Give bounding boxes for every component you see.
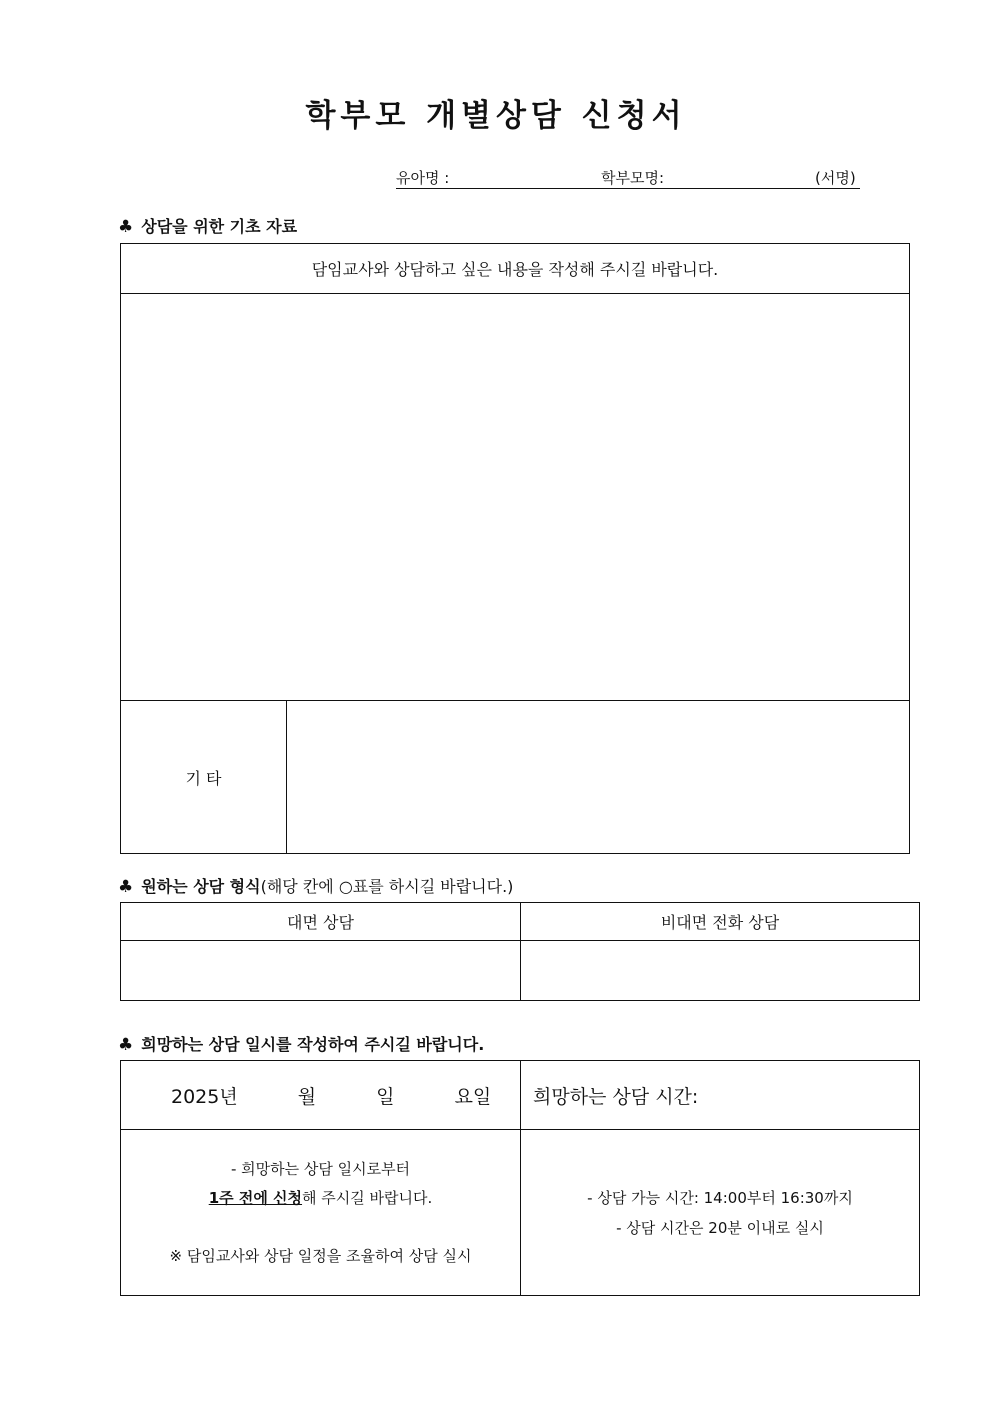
notes-cell	[121, 1130, 521, 1296]
date-cell[interactable]	[121, 1061, 521, 1130]
time-label: 희망하는 상담 시간:	[533, 1085, 699, 1108]
availability-cell	[521, 1130, 920, 1296]
consult-type-table	[120, 902, 920, 1001]
note-line-2-rest: 해 주시길 바랍니다.	[302, 1188, 433, 1207]
year-label: 2025년	[171, 1085, 238, 1108]
schedule-table	[120, 1060, 920, 1296]
parent-name-field[interactable]	[672, 170, 812, 188]
consult-content-area[interactable]	[121, 294, 910, 701]
page-title: 학부모 개별상담 신청서	[305, 98, 687, 134]
note-emphasis: 1주 전에 신청	[208, 1188, 303, 1207]
other-label: 기 타	[121, 701, 287, 854]
club-icon: ♣	[118, 877, 134, 897]
option-face-to-face: 대면 상담	[121, 903, 521, 941]
section2-heading-bold: 원하는 상담 형식	[141, 877, 261, 896]
child-name-field[interactable]	[456, 170, 596, 188]
note-line-1: - 희망하는 상담 일시로부터	[230, 1159, 411, 1178]
weekday-label: 요일	[454, 1085, 492, 1108]
section3-heading	[118, 1032, 484, 1055]
instruction-cell: 담임교사와 상담하고 싶은 내용을 작성해 주시길 바랍니다.	[121, 244, 910, 294]
club-icon: ♣	[118, 217, 134, 237]
avail-line-1: - 상담 가능 시간: 14:00부터 16:30까지	[587, 1188, 853, 1207]
option-phone: 비대면 전화 상담	[521, 903, 920, 941]
parent-name-label: 학부모명:	[601, 169, 665, 187]
month-label: 월	[297, 1085, 317, 1108]
note-line-2	[121, 1184, 520, 1213]
section3-heading-text: 희망하는 상담 일시를 작성하여 주시길 바랍니다.	[141, 1035, 485, 1054]
note-line-3: ※ 담임교사와 상담 일정을 조율하여 상담 실시	[169, 1246, 472, 1265]
basic-info-table	[120, 243, 910, 854]
time-cell[interactable]	[521, 1061, 920, 1130]
child-name-label: 유아명 :	[396, 169, 450, 187]
club-icon: ♣	[118, 1035, 134, 1055]
section1-heading-text: 상담을 위한 기초 자료	[141, 217, 298, 236]
avail-line-2: - 상담 시간은 20분 이내로 실시	[616, 1218, 824, 1237]
signature-label: (서명)	[815, 169, 856, 187]
face-to-face-mark-cell[interactable]	[121, 941, 521, 1001]
other-content-area[interactable]	[287, 701, 910, 854]
phone-mark-cell[interactable]	[521, 941, 920, 1001]
section1-heading	[118, 214, 297, 237]
day-label: 일	[376, 1085, 395, 1108]
section2-heading	[118, 874, 513, 897]
section2-heading-note: (해당 칸에 ○표를 하시길 바랍니다.)	[260, 877, 514, 896]
